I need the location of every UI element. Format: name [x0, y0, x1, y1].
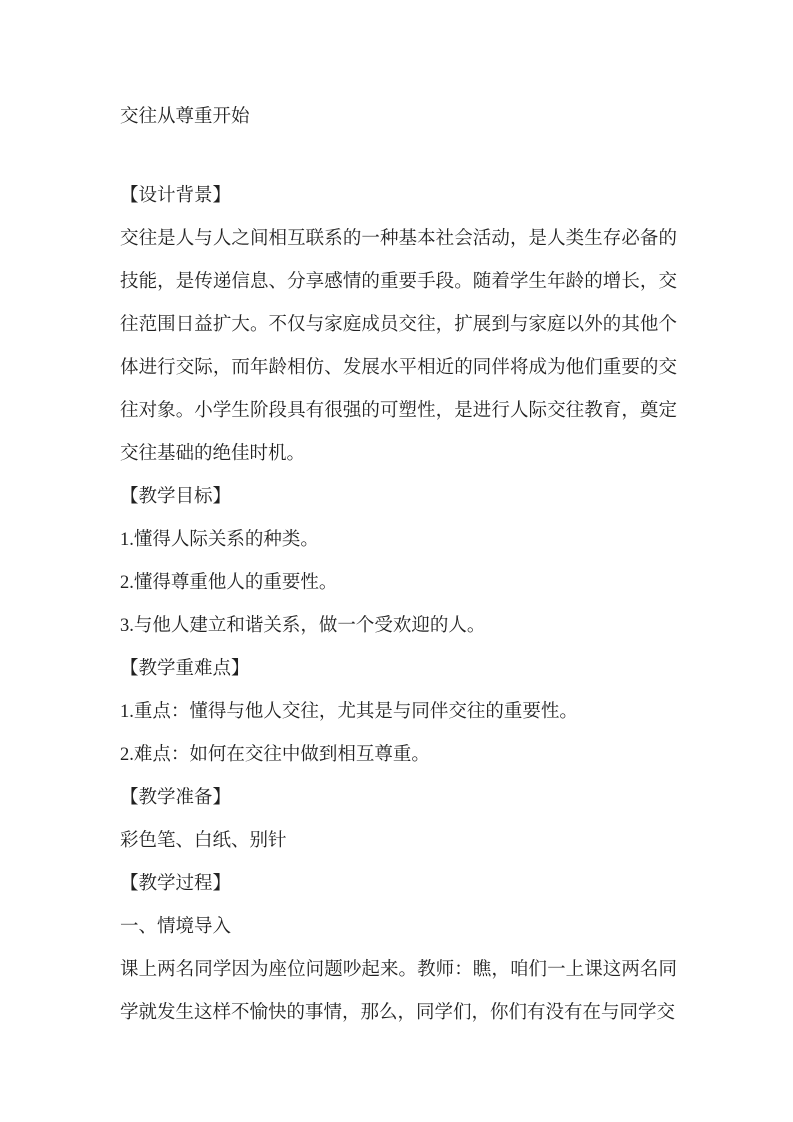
heading-teaching-objectives: 【教学目标】 — [120, 487, 232, 507]
key-point-item: 1.重点：懂得与他人交往，尤其是与同伴交往的重要性。 — [120, 702, 578, 722]
objective-item-1: 1.懂得人际关系的种类。 — [120, 530, 319, 550]
objective-item-3: 3.与他人建立和谐关系，做一个受欢迎的人。 — [120, 616, 486, 636]
document-title: 交往从尊重开始 — [120, 107, 250, 127]
heading-design-background: 【设计背景】 — [120, 186, 232, 206]
blank-line — [120, 139, 677, 175]
difficult-point-item: 2.难点：如何在交往中做到相互尊重。 — [120, 745, 430, 765]
paragraph-design-background: 交往是人与人之间相互联系的一种基本社会活动，是人类生存必备的技能，是传递信息、分享感情的重要手段。随着学生年龄的增长，交往范围日益扩大。不仅与家庭成员交往，扩展到与家庭以外的其他个体进行交际，而年龄相仿、发展水平相近的同伴将成为他们重要的交往对象。小学生阶段具有很强的可塑性，是进行人际交往教育，奠定交往基础的绝佳时机。 — [120, 229, 677, 464]
heading-key-difficult-points: 【教学重难点】 — [120, 659, 250, 679]
heading-teaching-process: 【教学过程】 — [120, 874, 232, 894]
paragraph-scenario-introduction: 课上两名同学因为座位问题吵起来。教师：瞧，咱们一上课这两名同学就发生这样不愉快的事情，那么，同学们，你们有没有在与同学交 — [120, 960, 677, 1023]
subheading-scenario-introduction: 一、情境导入 — [120, 917, 232, 937]
preparation-materials: 彩色笔、白纸、别针 — [120, 831, 287, 851]
heading-teaching-preparation: 【教学准备】 — [120, 788, 232, 808]
objective-item-2: 2.懂得尊重他人的重要性。 — [120, 573, 338, 593]
